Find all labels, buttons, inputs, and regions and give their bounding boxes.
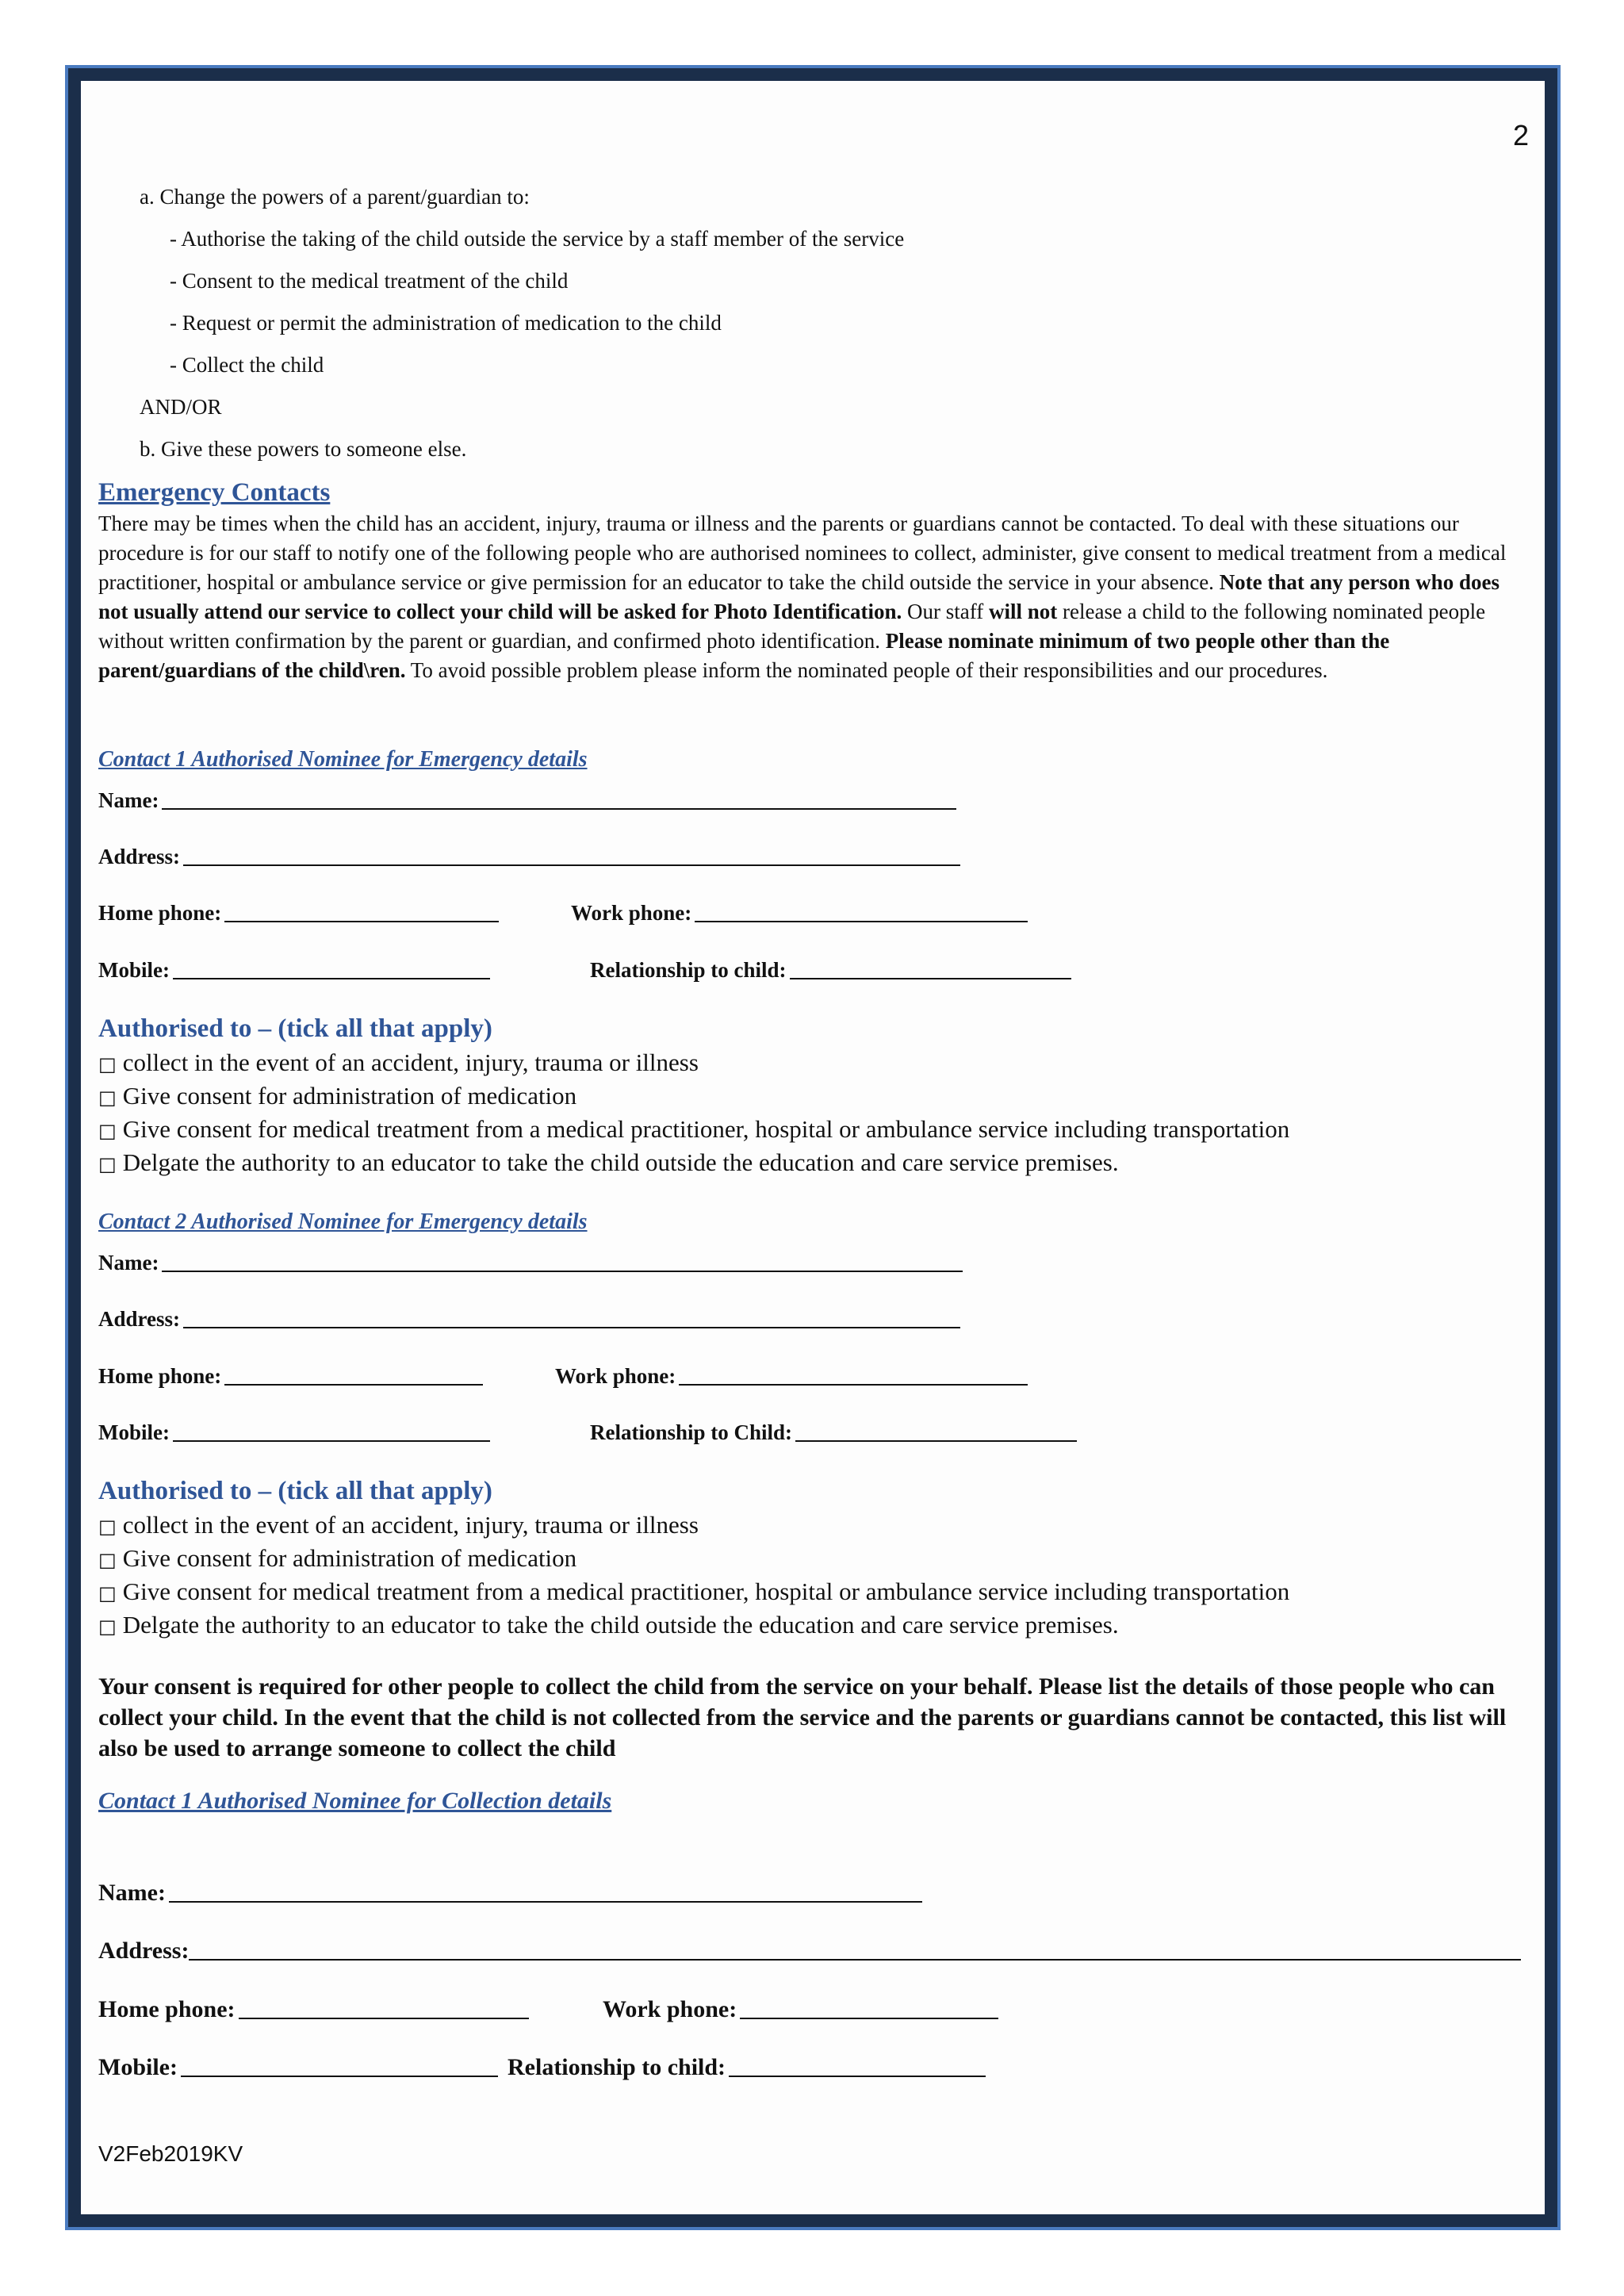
page-number: 2 <box>1513 119 1530 151</box>
contact2-emergency-heading: Contact 2 Authorised Nominee for Emergency details <box>98 1209 588 1234</box>
contact1-mobile-field[interactable]: Mobile: <box>98 958 490 983</box>
contact2-name-field[interactable]: Name: <box>98 1251 963 1275</box>
checkbox-option-medication[interactable]: □ Give consent for administration of medication <box>98 1544 577 1572</box>
collection1-relationship-field[interactable]: Relationship to child: <box>508 2054 986 2081</box>
checkbox-icon[interactable]: □ <box>98 1549 117 1571</box>
emergency-paragraph: There may be times when the child has an accident, injury, trauma or illness and the parents or guardians cannot be contacted. To deal with these situations our procedure is for our staff to notify one of the following people who are authorised nominees to collect, administer, give consent to medical treatment from a medical practitioner, hospital or ambulance service or give permission for an educator to take the child outside the service in your absence. Note that any person who does not usually attend our service to collect your child will be asked for Photo Identification. Our staff will not release a child to the following nominated people without written confirmation by the parent or guardian, and confirmed photo identification. Please nominate minimum of two people other than the parent/guardians of the child\ren. To avoid possible problem please inform the nominated people of their responsibilities and our procedures. <box>98 512 1507 682</box>
checkbox-option-collect[interactable]: □ collect in the event of an accident, injury, trauma or illness <box>98 1048 699 1076</box>
contact2-mobile-field[interactable]: Mobile: <box>98 1420 490 1445</box>
checkbox-option-collect[interactable]: □ collect in the event of an accident, injury, trauma or illness <box>98 1511 699 1539</box>
checkbox-option-medication[interactable]: □ Give consent for administration of medication <box>98 1082 577 1110</box>
checkbox-icon[interactable]: □ <box>98 1153 117 1175</box>
checkbox-option-delegate[interactable]: □ Delgate the authority to an educator to take the child outside the education and care service premises. <box>98 1148 1119 1176</box>
powers-and-or: AND/OR <box>140 395 222 419</box>
checkbox-option-delegate[interactable]: □ Delgate the authority to an educator to take the child outside the education and care service premises. <box>98 1611 1119 1639</box>
collection1-address-field[interactable]: Address: <box>98 1938 1521 1964</box>
checkbox-icon[interactable]: □ <box>98 1582 117 1604</box>
powers-subitem: - Request or permit the administration of medication to the child <box>170 311 722 335</box>
powers-subitem: - Authorise the taking of the child outside the service by a staff member of the service <box>170 227 905 251</box>
collection1-home-phone-field[interactable]: Home phone: <box>98 1996 529 2023</box>
contact1-name-field[interactable]: Name: <box>98 788 956 813</box>
contact2-relationship-field[interactable]: Relationship to Child: <box>590 1420 1077 1445</box>
checkbox-icon[interactable]: □ <box>98 1087 117 1109</box>
collection1-heading: Contact 1 Authorised Nominee for Collection details <box>98 1788 612 1814</box>
checkbox-icon[interactable]: □ <box>98 1616 117 1638</box>
powers-subitem: - Collect the child <box>170 353 324 377</box>
checkbox-icon[interactable]: □ <box>98 1120 117 1142</box>
checkbox-icon[interactable]: □ <box>98 1053 117 1075</box>
contact1-emergency-heading: Contact 1 Authorised Nominee for Emergency details <box>98 747 588 772</box>
authorised-heading: Authorised to – (tick all that apply) <box>98 1014 492 1043</box>
contact1-home-phone-field[interactable]: Home phone: <box>98 901 499 926</box>
powers-subitem: - Consent to the medical treatment of the child <box>170 269 569 293</box>
collection1-name-field[interactable]: Name: <box>98 1880 922 1907</box>
authorised-heading: Authorised to – (tick all that apply) <box>98 1477 492 1505</box>
contact2-home-phone-field[interactable]: Home phone: <box>98 1364 483 1389</box>
checkbox-icon[interactable]: □ <box>98 1516 117 1538</box>
powers-item-b: b. Give these powers to someone else. <box>140 437 467 461</box>
contact1-relationship-field[interactable]: Relationship to child: <box>590 958 1071 983</box>
collection1-work-phone-field[interactable]: Work phone: <box>603 1996 998 2023</box>
contact1-work-phone-field[interactable]: Work phone: <box>571 901 1028 926</box>
powers-item-a: a. Change the powers of a parent/guardian to: <box>140 185 530 209</box>
checkbox-option-treatment[interactable]: □ Give consent for medical treatment from a medical practitioner, hospital or ambulance service including transportation <box>98 1577 1290 1605</box>
checkbox-option-treatment[interactable]: □ Give consent for medical treatment from a medical practitioner, hospital or ambulance service including transportation <box>98 1115 1290 1143</box>
version-footer: V2Feb2019KV <box>98 2141 243 2166</box>
collection1-mobile-field[interactable]: Mobile: <box>98 2054 498 2081</box>
contact2-address-field[interactable]: Address: <box>98 1307 960 1332</box>
consent-paragraph: Your consent is required for other people to collect the child from the service on your behalf. Please list the details of those people who can collect your child. In the event that the child is not collected from the service and the parents or guardians cannot be contacted, this list will also be used to arrange someone to collect the child <box>98 1673 1507 1761</box>
contact2-work-phone-field[interactable]: Work phone: <box>555 1364 1028 1389</box>
contact1-address-field[interactable]: Address: <box>98 845 960 869</box>
emergency-contacts-heading: Emergency Contacts <box>98 478 331 507</box>
